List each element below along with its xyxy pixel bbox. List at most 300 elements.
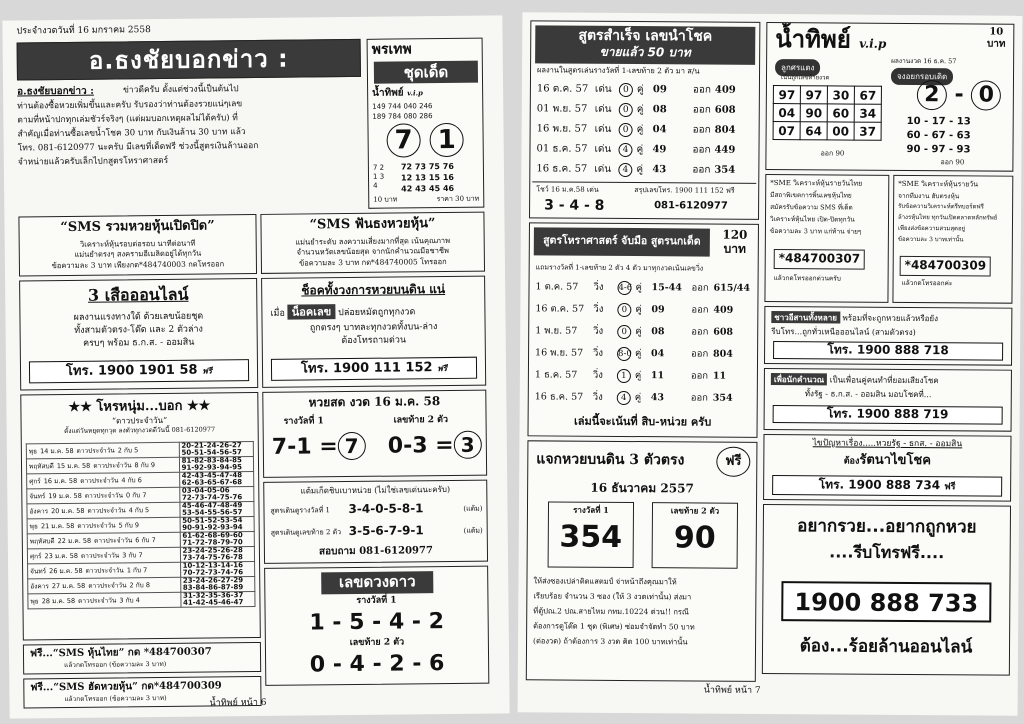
- giveaway-date: 16 ธันวาคม 2557: [590, 480, 694, 496]
- sme-b-line: ข้อความละ 3 บาทเท่านั้น: [897, 235, 964, 244]
- tiger-line: ผลงานแรงทางใต้ ด้วยเลขน้อยชุด: [73, 311, 204, 323]
- result-cell: ออก: [692, 124, 711, 136]
- promo-subtitle: ชุดเด็ด: [403, 62, 449, 82]
- horo-cell-text: 14 ม.ค. 58: [40, 446, 74, 455]
- result-cell: วิ่ง: [593, 303, 604, 315]
- giveaway-line: ที่ตู้ปณ.2 ปณ.สายไหม กทม.10224 ด่วน!! กรณี: [533, 606, 689, 617]
- horo-number-line: 73-74-75-76-78: [182, 553, 243, 562]
- calculator-phone[interactable]: โทร. 1900 888 719: [773, 405, 1003, 425]
- horo-cell: [28, 577, 181, 594]
- result-cell: เด่น: [594, 163, 612, 175]
- result-cell: วิ่ง: [593, 347, 604, 359]
- horo-cell-numbers: [180, 562, 255, 578]
- horo-desc: ตั้งแต่วันหยุดทุกวุด ลงตัวทุกงวดดีวันนี้ 081-6120977: [64, 425, 216, 436]
- horo-cell: [27, 517, 180, 534]
- result-cell: คู่: [635, 282, 642, 294]
- shortcut-title: ช็อคทั้งวงการหวยบนดิน แน่: [301, 282, 446, 298]
- horo-cell-text: พุธ: [30, 596, 39, 605]
- horo-number-line: 53-54-55-56-57: [182, 508, 243, 517]
- success-ask-2: 081-6120977: [654, 200, 728, 212]
- shortcut-phone-button[interactable]: [271, 357, 477, 381]
- giveaway-line: (ต่องวด) ถ้าต้องการ 3 งวด คิด 100 บาทเท่านั้น: [533, 636, 688, 647]
- result-row: [535, 345, 751, 362]
- vip-price: 10 บาท: [986, 26, 1006, 50]
- result-cell: 1 ธ.ค. 57: [534, 369, 578, 381]
- horo-cell: [27, 502, 180, 519]
- calc-row1-value: 3-4-0-5-8-1: [348, 501, 424, 517]
- result-row: [535, 279, 751, 296]
- horo-cell-text: ดาวประจำวัน: [85, 565, 124, 575]
- giveaway-first-value: 354: [559, 519, 623, 555]
- horo-cell-text: 27 ม.ค. 58: [51, 581, 86, 590]
- sme-b-line: รับข้อความวิเคราะห์ตรีทบอร์ดฟรี: [898, 202, 984, 211]
- horo-number-line: 90-91-92-93-94: [182, 523, 243, 532]
- star-first-label: รางวัลที่ 1: [356, 595, 397, 606]
- rattana-phone-button[interactable]: [772, 475, 1002, 497]
- success-ask: สรุปเลขโทร. 1900 111 152 ฟรี: [634, 186, 735, 195]
- wealth-line-3: ต้อง...ร้อยล้านออนไลน์: [799, 636, 973, 658]
- horo-cell-text: ศุกร์: [29, 476, 41, 485]
- result-cell: เด่น: [594, 143, 612, 155]
- horo-cell-text: 19 ม.ค. 58: [48, 491, 82, 500]
- intro-line: จำหน่ายแล้วครับเล็กไปกสูตรโหราศาสตร์: [17, 155, 169, 168]
- promo-numbers: 72 73 75 76 12 13 15 16 42 43 45 46: [400, 161, 455, 194]
- rattana-phone: โทร. 1900 888 734: [818, 477, 941, 493]
- giveaway-line: ให้ส่งซองเปล่าติดแสตมป์ จ่าหน้าถึงคุณมาให้: [533, 576, 677, 587]
- sme-a-line: ข้อความละ 3 บาท แก่ท้าน จ่ายๆ: [769, 226, 862, 236]
- horo-cell-text: 16 ม.ค. 58: [43, 476, 78, 485]
- result-cell: 8-0: [617, 347, 631, 361]
- result-cell: 43: [650, 392, 665, 404]
- rattana-line-1: ไขปัญหาเรื่อง.....หวยรัฐ - ธกส. - ออมสิน: [812, 438, 963, 450]
- wealth-phone-button[interactable]: [781, 581, 991, 622]
- intro-name: อ.ธงชัยบอกข่าว :: [17, 85, 94, 98]
- vip-out-left: ออก 90: [820, 149, 845, 158]
- vip-badge-1: ลูกศรแดง: [775, 59, 821, 76]
- star-icon: ★★: [68, 399, 92, 415]
- sms-free-box-1: [23, 642, 261, 674]
- result-cell: 08: [651, 326, 665, 338]
- result-cell: คู่: [634, 370, 642, 382]
- sme-a-sub: แล้วกดโทรออกด่วนครับ: [773, 274, 841, 283]
- horo-cell-text: 2 กับ 5: [117, 445, 139, 454]
- promo-big-digits: [386, 123, 463, 158]
- promo-mini-grid: 149 744 040 246 189 784 080 286: [372, 102, 433, 121]
- sms-line: จำนวนหวัดเลขน้อยสุด จากนักคำนวณมือชาชีพ: [296, 245, 450, 257]
- horo-number-line: 70-72-73-74-76: [182, 568, 244, 577]
- horo-cell-text: พฤหัสบดี: [28, 461, 54, 470]
- promo-issue-title: พรเทพ: [371, 41, 412, 58]
- wealth-box: [762, 504, 1011, 676]
- sme-b-sub: แล้วกดโทรออกค่ะ: [901, 278, 953, 288]
- rattana-free: ฟรี: [944, 482, 956, 493]
- result-cell: 09: [651, 304, 665, 316]
- horo-cell-text: จันทร์: [29, 491, 46, 500]
- horo-number-line: 50-51-54-56-57: [181, 448, 242, 457]
- result-cell: ออก: [691, 348, 709, 360]
- shortcut-line: ปล่อยหมัดถูกทุกงวด: [338, 307, 416, 319]
- result-cell: ออก: [692, 104, 711, 116]
- result-cell: 04: [651, 348, 665, 360]
- giveaway-first-label: รางวัลที่ 1: [573, 504, 609, 515]
- isan-box: [764, 306, 1012, 366]
- calc-row2-value: 3-5-6-7-9-1: [348, 523, 424, 539]
- giveaway-first: [548, 501, 634, 568]
- result-cell: วิ่ง: [593, 281, 604, 293]
- horo-number-line: 91-92-93-94-95: [181, 463, 242, 472]
- result-row: [535, 301, 751, 318]
- horo-cell-text: 0 กับ 7: [125, 490, 147, 499]
- isan-line: พร้อมที่จะถูกหวยแล้วหรือยัง: [842, 313, 939, 324]
- result-cell: 354: [712, 392, 733, 404]
- horo-cell-text: 6 กับ 7: [135, 535, 156, 544]
- horo-cell-text: 3 กับ 7: [122, 550, 143, 559]
- result-cell: 4-6: [617, 281, 631, 295]
- sme-b-code[interactable]: *484700309: [900, 256, 992, 276]
- left-page-footer: น้ำทิพย์ หน้า 6: [209, 697, 267, 709]
- horo-cell-numbers: [179, 502, 254, 518]
- horo-cell-text: ดาวประจำวัน: [78, 595, 117, 605]
- horo-formula-footer: เล่มนี้จะเน้นที่ สิบ-หน่วย ครับ: [573, 414, 712, 429]
- horo-number-line: 81-82-83-84-85: [181, 456, 242, 465]
- result-cell: 01 ธ.ค. 57: [536, 143, 588, 155]
- horo-cell: [26, 457, 179, 474]
- giveaway-last2-label: เลขท้าย 2 ตัว: [670, 505, 720, 516]
- horo-number-line: 83-84-86-87-89: [182, 583, 244, 592]
- result-cell: 608: [713, 326, 734, 338]
- result-cell: ออก: [690, 392, 708, 404]
- result-cell: 49: [652, 144, 667, 156]
- lotto-title: หวยสด งวด 16 ม.ค. 58: [308, 394, 441, 410]
- horo-formula-title: สูตรโหราศาสตร์ จับมือ สูตรนกเด็ด: [543, 234, 701, 248]
- vip-badge-2: จงอยกรอบเดิด: [891, 68, 953, 85]
- horo-cell-text: 8 กับ 9: [134, 460, 155, 469]
- result-cell: ออก: [692, 84, 712, 96]
- horo-cell-numbers: [180, 592, 255, 608]
- result-row: [537, 81, 753, 98]
- horo-number-line: 61-62-68-69-60: [182, 531, 243, 540]
- vip-logo-text: น้ำทิพย์: [775, 24, 851, 54]
- sms-title: “SMS รวมหวยหุ้นเปิดปิด”: [60, 218, 215, 236]
- result-cell: เด่น: [594, 123, 612, 135]
- sms-box-stock-tip: [260, 212, 485, 274]
- sms-title: “SMS ฟันธงหวยหุ้น”: [309, 216, 436, 233]
- result-cell: 804: [713, 348, 733, 360]
- lotto-first-circle: 7: [338, 432, 366, 460]
- main-title-banner: [17, 39, 361, 81]
- horo-number-line: 23-24-26-27-29: [182, 576, 244, 585]
- intro-line: ข่าวดีครับ ตั้งแต่ช่วงนี้เป็นต้นไป: [123, 84, 239, 96]
- result-cell: 0: [617, 325, 631, 339]
- horo-number-line: 42-43-45-47-48: [181, 471, 243, 480]
- calc-title: แต้มเก็ดชิบเบาหน่วย (ไม่ใช่เลขเด่นนะครับ): [300, 484, 451, 496]
- result-row: [536, 141, 752, 158]
- rattana-word: ต้อง: [843, 456, 860, 467]
- star-first-value: 1 - 5 - 4 - 2: [309, 609, 445, 636]
- calc-box: [263, 480, 488, 564]
- vip-pair: 60 - 67 - 63: [906, 129, 971, 142]
- result-cell: 4: [618, 143, 632, 157]
- success-sub: ขายแล้ว 50 บาท: [599, 44, 691, 60]
- lotto-last2: [388, 431, 482, 460]
- success-desc: ผลงานในสูตรเล่นรางวัลที่ 1-เลขท้าย 2 ตัว มา ส/น: [537, 65, 700, 76]
- result-cell: 11: [712, 370, 727, 382]
- issue-date: ประจำงวดวันที่ 16 มกราคม 2558: [16, 25, 151, 37]
- horo-cell-text: ดาวประจำวัน: [93, 460, 132, 470]
- result-cell: คู่: [636, 104, 644, 116]
- vip-pair: 90 - 97 - 93: [906, 143, 971, 156]
- sms-box-open-close: [18, 214, 257, 276]
- horo-sub: “ดาวประจำวัน”: [111, 415, 168, 426]
- right-page-footer: น้ำทิพย์ หน้า 7: [703, 685, 761, 696]
- result-cell: 0: [619, 123, 633, 137]
- horo-cell-text: 28 ม.ค. 58: [41, 596, 76, 605]
- vip-sub: เน้นถูกเลขท้ายงวด: [780, 74, 830, 82]
- horo-number-line: 62-63-65-67-68: [181, 478, 243, 487]
- three-tigers-box: [19, 278, 258, 390]
- result-cell: 08: [652, 104, 667, 116]
- result-cell: 15-44: [651, 282, 682, 294]
- calculator-box: [764, 368, 1012, 432]
- promo-digit-2: 1: [430, 123, 464, 157]
- horo-cell-text: พฤหัสบดี: [29, 536, 55, 545]
- success-formula-box: [529, 20, 760, 220]
- result-cell: คู่: [635, 326, 642, 338]
- shortcut-box: [261, 276, 486, 388]
- horo-cell: [28, 562, 181, 579]
- result-cell: วิ่ง: [592, 391, 603, 403]
- vip-logo: [775, 25, 886, 53]
- star-title: เลขดวงดาว: [338, 572, 416, 592]
- result-cell: 43: [652, 164, 667, 176]
- result-cell: 16 พ.ย. 57: [536, 123, 588, 135]
- calc-row1-label: สูตรเดินตูรางวัลที่ 1: [270, 506, 331, 515]
- promo-logo-vip: v.i.p: [407, 88, 423, 98]
- result-cell: วิ่ง: [593, 325, 604, 337]
- horo-cell: [28, 592, 181, 609]
- calc-unit: (แต้ม): [463, 526, 483, 535]
- horoscope-box: [20, 392, 261, 640]
- divider: [532, 181, 756, 184]
- horo-cell-text: ศุกร์: [29, 551, 42, 560]
- shortcut-line: ต้องโทรถามด่วน: [341, 335, 407, 347]
- result-cell: 409: [713, 304, 734, 316]
- result-cell: 1 พ.ย. 57: [535, 325, 578, 337]
- horo-formula-box: [527, 222, 758, 438]
- result-cell: เด่น: [594, 103, 612, 115]
- result-cell: 354: [714, 164, 736, 176]
- result-cell: 4: [617, 391, 631, 405]
- success-title-band: [535, 25, 755, 65]
- horo-number-line: 31-32-35-36-37: [182, 591, 244, 600]
- horo-cell: [27, 472, 180, 489]
- result-cell: 11: [650, 370, 665, 382]
- lotto-last2-circle: 3: [454, 431, 482, 459]
- star-last2-label: เลขท้าย 2 ตัว: [349, 637, 405, 649]
- result-cell: คู่: [635, 304, 642, 316]
- result-cell: 16 ธ.ค. 57: [536, 163, 588, 175]
- lotto-last2-value: 0-3 =: [387, 432, 454, 459]
- star-numbers-box: [264, 566, 489, 686]
- shortcut-label: น็อคเลข: [288, 304, 336, 319]
- result-cell: 16 ต.ค. 57: [535, 303, 585, 315]
- result-cell: 0: [617, 303, 631, 317]
- result-cell: 804: [714, 124, 736, 136]
- result-cell: คู่: [636, 84, 644, 96]
- shortcut-phone: โทร. 1900 111 152: [300, 360, 433, 377]
- sme-a-line: สมัครรับข้อความ SMS ที่เด็ด: [770, 202, 853, 212]
- vip-out-right: ออก 90: [940, 158, 965, 167]
- sms-line: แม่นยำตรงๆ สงครามอีเมลิดอยู่ได้ทุกวัน: [74, 248, 202, 259]
- result-cell: เด่น: [594, 83, 612, 95]
- horo-formula-price: 120 บาท: [722, 227, 748, 256]
- promo-price-2: ราคา 30 บาท: [436, 194, 480, 204]
- horo-cell-text: 15 ม.ค. 58: [56, 461, 91, 470]
- sme-b-line: ล้างรหุ้นไทย ทุกวันเปิดตลาดหลักทรัพย์: [898, 213, 998, 222]
- sme-box-b: [892, 175, 1013, 304]
- horo-number-line: 45-46-47-48-49: [181, 501, 243, 510]
- giveaway-free: ฟรี: [716, 447, 750, 477]
- horo-cell-text: ดาวประจำวัน: [76, 445, 115, 455]
- horo-cell-numbers: [180, 547, 255, 563]
- giveaway-line: เรียบร้อย จำนวน 3 ซอง (ให้ 3 งวดเท่านั้น) ส่งมา: [533, 591, 692, 602]
- horo-cell-numbers: [179, 457, 254, 473]
- horo-cell-numbers: [179, 487, 254, 503]
- lotto-box: [262, 390, 487, 478]
- wealth-line-1: อยากรวย...อยากถูกหวย: [797, 516, 977, 538]
- result-cell: 4: [618, 163, 632, 177]
- free-label: ฟรี: [202, 366, 213, 376]
- sme-a-code[interactable]: *484700307: [774, 249, 866, 269]
- lotto-first: [272, 432, 366, 461]
- horo-cell-text: ดาวประจำวัน: [87, 505, 126, 515]
- promo-digit-1: 7: [386, 123, 420, 157]
- vip-tag: v.i.p: [859, 36, 887, 51]
- isan-line: รีบโทร...ถูกทั่วเหนือออนไลน์ (สามตัวตรง): [771, 327, 916, 338]
- right-page: [518, 12, 1023, 715]
- vip-big: 2 - 0: [917, 80, 1002, 111]
- result-cell: ออก: [692, 164, 711, 176]
- giveaway-title: แจกหวยบนดิน 3 ตัวตรง: [536, 451, 685, 469]
- tiger-phone: โทร. 1900 1901 58: [65, 362, 198, 379]
- calculator-title: เพื่อนักคำนวณ: [771, 373, 827, 385]
- horo-number-line: 71-72-78-79-70: [182, 538, 243, 547]
- horo-number-line: 23-24-25-26-28: [182, 546, 243, 555]
- tiger-phone-button[interactable]: [29, 359, 249, 383]
- horo-number-line: 20-21-24-26-27: [181, 441, 242, 450]
- vip-pair: 10 - 17 - 13: [906, 115, 971, 128]
- horo-cell-text: อังคาร: [29, 506, 49, 515]
- result-row: [536, 161, 752, 178]
- sme-a-line: วิเคราะห์หุ้นไทย เปิด-ปิดทุกวัน: [769, 214, 855, 224]
- horo-cell-text: 5 กับ 9: [118, 520, 140, 529]
- lotto-first-value: 7-1 =: [271, 434, 338, 460]
- horo-number-line: 10-12-13-14-16: [182, 561, 244, 570]
- horo-cell-text: 22 ม.ค. 58: [57, 536, 92, 545]
- isan-line-1: [771, 313, 938, 323]
- promo-small-grid: 7 2 1 3 4: [372, 163, 385, 190]
- shortcut-word: เมื่อ: [270, 308, 285, 319]
- horo-formula-band: [534, 227, 710, 256]
- calculator-line: ทั้งรัฐ - ธ.ก.ส. - ออมสิน มอบโชคที่...: [804, 389, 932, 400]
- wealth-phone: 1900 888 733: [794, 588, 979, 618]
- horo-cell-text: ดาวประจำวัน: [77, 520, 116, 530]
- rattana-box: [763, 434, 1011, 502]
- vip-grid: 97 97 30 67 04 90 60 34 07 64 00 37: [773, 85, 882, 141]
- success-show: โชว์ 16 ม.ค.58 เด่น: [536, 185, 599, 194]
- horo-cell-text: จันทร์: [30, 566, 47, 575]
- horo-cell-text: ดาวประจำวัน: [84, 490, 124, 500]
- result-row: [535, 367, 751, 384]
- horo-cell-text: 1 กับ 7: [126, 565, 148, 574]
- lotto-last2-label: เลขท้าย 2 ตัว: [393, 414, 449, 426]
- horo-cell-text: 3 กับ 4: [119, 595, 140, 604]
- horo-cell-text: ดาวประจำวัน: [88, 580, 127, 590]
- horo-cell-numbers: [180, 577, 255, 593]
- isan-phone[interactable]: โทร. 1900 888 718: [773, 341, 1003, 361]
- shortcut-line: ถูกตรงๆ บาทละทุกงวดทั้งบน-ล่าง: [309, 322, 438, 334]
- star-icon: ★★: [186, 398, 211, 414]
- result-cell: 16 ต.ค. 57: [536, 83, 589, 95]
- result-cell: 0: [619, 83, 633, 97]
- calculator-line-1: [771, 375, 939, 385]
- result-cell: ออก: [692, 144, 711, 156]
- result-cell: 01 พ.ย. 57: [536, 103, 588, 115]
- horo-cell-text: ดาวประจำวัน: [94, 535, 133, 545]
- result-row: [537, 101, 753, 118]
- horo-number-line: 50-51-52-53-54: [182, 516, 243, 525]
- horo-table: [26, 441, 256, 609]
- intro-line: สำคัญเมื่อท่านซื้อเลขน้ำโชค 30 บาท กับเงินล้าน 30 บาท แล้ว: [17, 127, 246, 140]
- sme-b-line: จากทีมงาน ฮับตรงหุ้น: [898, 191, 960, 201]
- horo-title: [21, 399, 257, 416]
- result-cell: ออก: [691, 304, 709, 316]
- result-cell: 16 ธ.ค. 57: [534, 391, 584, 403]
- horo-cell: [26, 442, 179, 459]
- vip-big-digit: 2: [917, 80, 947, 110]
- horo-cell: [27, 547, 180, 564]
- calc-ask: สอบถาม 081-6120977: [318, 545, 433, 558]
- free-label: ฟรี: [437, 363, 448, 374]
- horo-cell-text: 4 กับ 6: [121, 475, 142, 484]
- sme-box-a: [764, 174, 889, 303]
- calc-unit: (แต้ม): [463, 504, 483, 513]
- horo-cell-text: ดาวประจำวัน: [80, 550, 120, 560]
- result-cell: ออก: [690, 370, 709, 382]
- shortcut-line-1: [270, 305, 415, 319]
- result-cell: 1: [617, 369, 631, 383]
- result-row: [535, 323, 751, 340]
- result-cell: 608: [714, 104, 736, 116]
- horo-cell-text: 26 ม.ค. 58: [49, 566, 83, 575]
- result-cell: 16 พ.ย. 57: [535, 347, 584, 359]
- sms-free-sub: แล้วกดโทรออก (ข้อความละ 3 บาท): [64, 693, 167, 704]
- promo-price: 10 บาท: [373, 195, 398, 204]
- giveaway-last2: [652, 502, 738, 569]
- horo-cell-text: 4 กับ 5: [128, 505, 150, 514]
- success-title: สูตรสำเร็จ เลขนำโชค: [578, 27, 713, 45]
- horo-cell: [27, 532, 180, 549]
- promo-cover: [367, 38, 485, 209]
- calc-row2-label: สูตรเดินตูเลขท้าย 2 ตัว: [270, 528, 342, 537]
- promo-logo: [372, 87, 423, 99]
- tiger-line: ทั้งสามตัวตรง-โต๊ด และ 2 ตัวล่าง: [74, 324, 203, 336]
- promo-logo-text: น้ำทิพย์: [372, 87, 404, 99]
- result-cell: คู่: [635, 348, 642, 360]
- rattana-name: รัตนาไขโชค: [859, 452, 931, 469]
- result-cell: คู่: [636, 144, 644, 156]
- horo-number-line: 03-04-05-06: [181, 486, 230, 495]
